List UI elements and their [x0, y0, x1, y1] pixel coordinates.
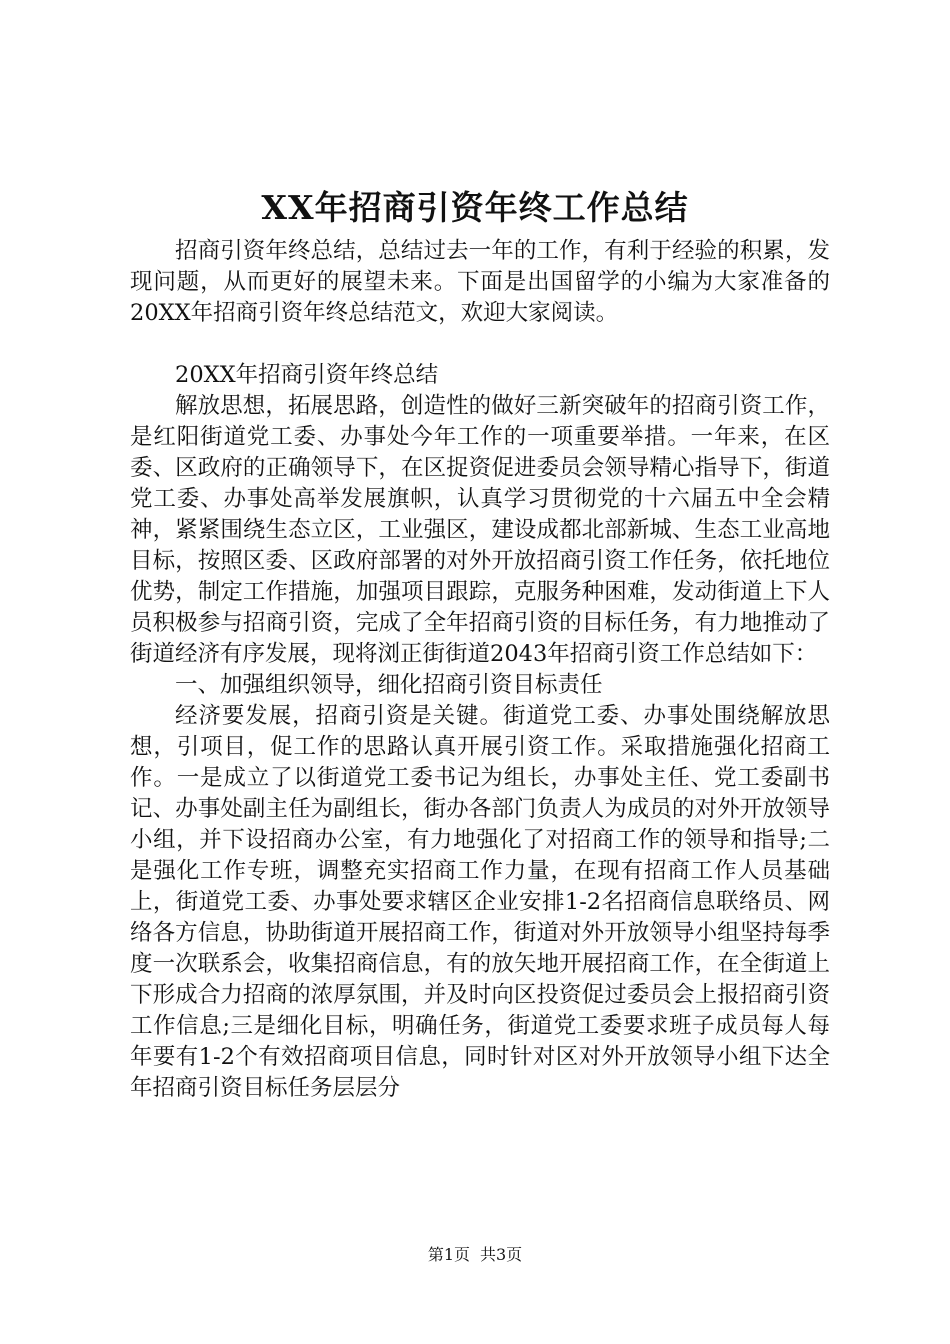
- body-paragraph: 经济要发展，招商引资是关键。街道党工委、办事处围绕解放思想，引项目，促工作的思路认真开展引资工作。采取措施强化招商工作。一是成立了以街道党工委书记为组长，办事处主任、党工委副书记、办事处副主任为副组长，街办各部门负责人为成员的对外开放领导小组，并下设招商办公室，有力地强化了对招商工作的领导和指导;二是强化工作专班，调整充实招商工作力量，在现有招商工作人员基础上，街道党工委、办事处要求辖区企业安排1-2名招商信息联络员、网络各方信息，协助街道开展招商工作，街道对外开放领导小组坚持每季度一次联系会，收集招商信息，有的放矢地开展招商工作，在全街道上下形成合力招商的浓厚氛围，并及时向区投资促过委员会上报招商引资工作信息;三是细化目标，明确任务，街道党工委要求班子成员每人每年要有1-2个有效招商项目信息，同时针对区对外开放领导小组下达全年招商引资目标任务层层分: [130, 703, 830, 1101]
- subsection-heading: 一、加强组织领导，细化招商引资目标责任: [175, 672, 603, 698]
- body-paragraph: 解放思想，拓展思路，创造性的做好三新突破年的招商引资工作，是红阳街道党工委、办事处今年工作的一项重要举措。一年来，在区委、区政府的正确领导下，在区捉资促进委员会领导精心指导下，街道党工委、办事处高举发展旗帜，认真学习贯彻党的十六届五中全会精神，紧紧围绕生态立区，工业强区，建设成都北部新城、生态工业高地目标，按照区委、区政府部署的对外开放招商引资工作任务，依托地位优势，制定工作措施，加强项目跟踪，克服务种困难，发动街道上下人员积极参与招商引资，完成了全年招商引资的目标任务，有力地推动了街道经济有序发展，现将浏正街街道2043年招商引资工作总结如下：: [130, 393, 830, 667]
- page-number: 第1页: [427, 1245, 470, 1264]
- document-body: [130, 236, 830, 1104]
- page-footer: [0, 1244, 950, 1266]
- section-heading: 20XX年招商引资年终总结: [175, 362, 439, 388]
- intro-paragraph: 招商引资年终总结，总结过去一年的工作，有利于经验的积累，发现问题，从而更好的展望未来。下面是出国留学的小编为大家准备的20XX年招商引资年终总结范文，欢迎大家阅读。: [130, 238, 830, 326]
- page-total: 共3页: [480, 1245, 523, 1264]
- document-title: XX年招商引资年终工作总结: [261, 188, 689, 227]
